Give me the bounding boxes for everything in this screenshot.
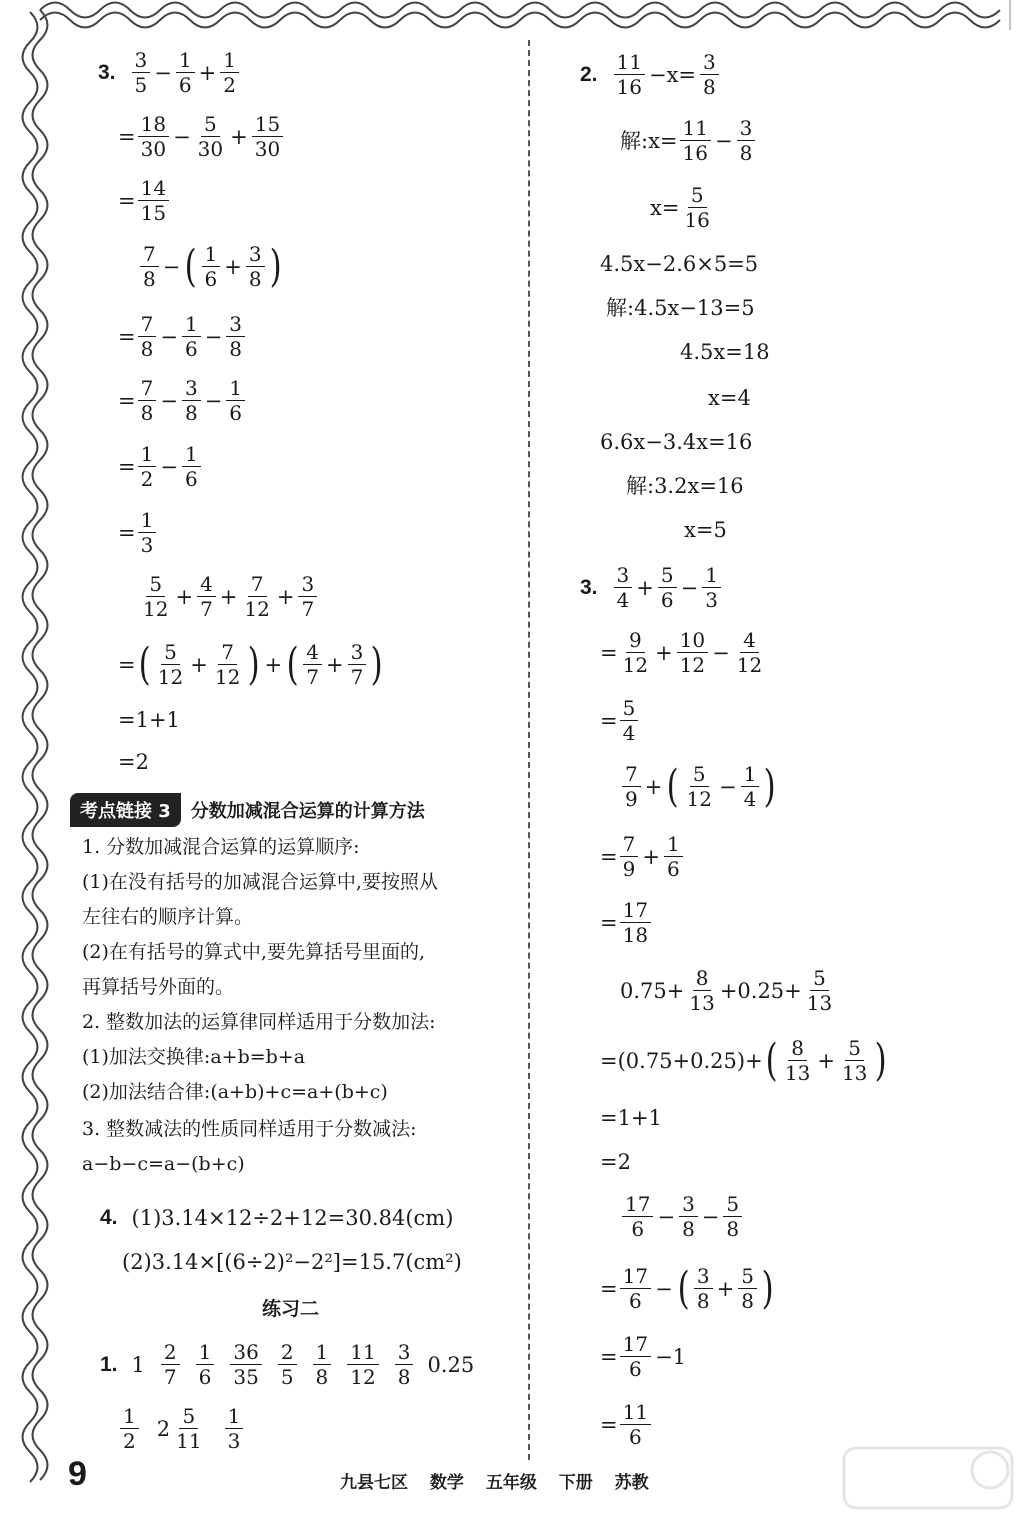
kaodian-line: (1)在没有括号的加减混合运算中,要按照从 [82, 871, 438, 893]
right-q3b-line3: = 17 18 [600, 898, 653, 947]
left-q3c-line3: =1+1 [118, 708, 180, 732]
left-q3c-line4: =2 [118, 750, 149, 774]
right-eq2-line4: x=4 [708, 386, 751, 410]
kaodian-line: 再算括号外面的。 [82, 976, 235, 998]
footer-book-info: 九县七区 数学 五年级 下册 苏教 [340, 1473, 649, 1493]
watermark-logo [840, 1440, 1016, 1520]
right-eq2-line1: 4.5x−2.6×5=5 [600, 252, 759, 276]
page-number: 9 [68, 1455, 87, 1493]
right-q3c-line2: =(0.75+0.25)+ ( 8 13 + $\frac{5}{13}$ ) [600, 1034, 887, 1086]
kaodian-title: 分数加减混合运算的计算方法 [190, 801, 425, 822]
right-q3d-line4: = 11 6 [600, 1400, 653, 1449]
left-q4-line1: 4. (1)3.14×12÷2+12=30.84(cm) [100, 1206, 454, 1230]
right-q3-line2: = 9 12 + $\frac{10}{12}$ − $\frac{4}{12}$ [600, 628, 763, 677]
right-q3-line1: 3. 3 4 + $\frac{5}{6}$ − $\frac{1}{3}$ [580, 563, 723, 612]
left-q3c-line2: = ( 5 12 + $\frac{7}{12}$ ) + ( 4 7 + $\frac{3}{7}$ ) [118, 638, 383, 690]
right-eq2-line3: 4.5x=18 [680, 340, 770, 364]
left-ex1-line2: 1 2 2 5 11 1 3 [118, 1404, 245, 1453]
section-title: 练习二 [262, 1298, 320, 1320]
right-q3d-line3: = 17 6 −1 [600, 1332, 687, 1381]
column-divider [528, 40, 530, 1460]
right-eq2-line2: 解:4.5x−13=5 [606, 296, 755, 320]
right-q3b-line1: 7 9 + ( 5 12 − $\frac{1}{4}$ ) [620, 762, 778, 811]
left-q3b-line5: = 1 3 [118, 508, 158, 557]
left-q4-line2: (2)3.14×[(6÷2)²−2²]=15.7(cm²) [122, 1250, 462, 1274]
kaodian-line: 左往右的顺序计算。 [82, 906, 254, 928]
right-q3c-line4: =2 [600, 1150, 631, 1174]
right-q2-line3: x= 5 16 [650, 183, 710, 232]
kaodian-line: (2)加法结合律:(a+b)+c=a+(b+c) [82, 1081, 388, 1103]
left-q3-line3: = 14 15 [118, 176, 171, 225]
kaodian-line: (2)在有括号的算式中,要先算括号里面的, [82, 941, 425, 963]
left-q3b-line4: = 1 2 − $\frac{1}{6}$ [118, 442, 203, 491]
kaodian-line: 3. 整数减法的性质同样适用于分数减法: [82, 1118, 417, 1140]
left-q3-line1: 3. 3 5 − $\frac{1}{6}$ + $\frac{1}{2}$ [98, 48, 241, 97]
right-q3b-line2: = 7 9 + $\frac{1}{6}$ [600, 832, 685, 881]
kaodian-line: 1. 分数加减混合运算的运算顺序: [82, 836, 360, 858]
right-eq3-line1: 6.6x−3.4x=16 [600, 430, 753, 454]
right-q3c-line1: 0.75+ 8 13 +0.25+ 5 13 [620, 966, 833, 1015]
right-q3d-line1: 17 6 − $\frac{3}{8}$ − $\frac{5}{8}$ [620, 1192, 744, 1241]
right-q3c-line3: =1+1 [600, 1106, 662, 1130]
right-q3-line3: = 5 4 [600, 696, 640, 745]
kaodian-line: (1)加法交换律:a+b=b+a [82, 1046, 306, 1068]
right-q3d-line2: = 17 6 − ( 3 8 + $\frac{5}{8}$ ) [600, 1262, 774, 1314]
kaodian-line: 2. 整数加法的运算律同样适用于分数加法: [82, 1011, 436, 1033]
left-ex1-line1: 1. 1 2 7 1 6 36 35 2 5 1 8 11 12 3 8 0.25 [100, 1340, 475, 1389]
kaodian-badge: 考点链接 3 [70, 793, 181, 827]
kaodian-header [70, 793, 425, 827]
left-q3c-line1: 5 12 + $\frac{4}{7}$ + $\frac{7}{12}$ + $\frac{3}{7}$ [138, 572, 319, 621]
right-eq3-line2: 解:3.2x=16 [626, 474, 744, 498]
left-q3-line2: = 18 30 − $\frac{5}{30}$ + $\frac{15}{30}$ [118, 112, 285, 161]
right-q2-line2: 解: x= 11 16 − $\frac{3}{8}$ [620, 116, 757, 165]
right-q2-line1: 2. 11 16 −x= $\frac{3}{8}$ [580, 50, 721, 99]
left-q3b-line2: = 7 8 − $\frac{1}{6}$ − $\frac{3}{8}$ [118, 312, 247, 361]
left-q3b-line1: 7 8 − ( 1 6 + $\frac{3}{8}$ ) [138, 242, 284, 291]
kaodian-line: a−b−c=a−(b+c) [82, 1153, 245, 1175]
left-q3b-line3: = 7 8 − $\frac{3}{8}$ − $\frac{1}{6}$ [118, 376, 247, 425]
right-eq3-line3: x=5 [684, 518, 727, 542]
